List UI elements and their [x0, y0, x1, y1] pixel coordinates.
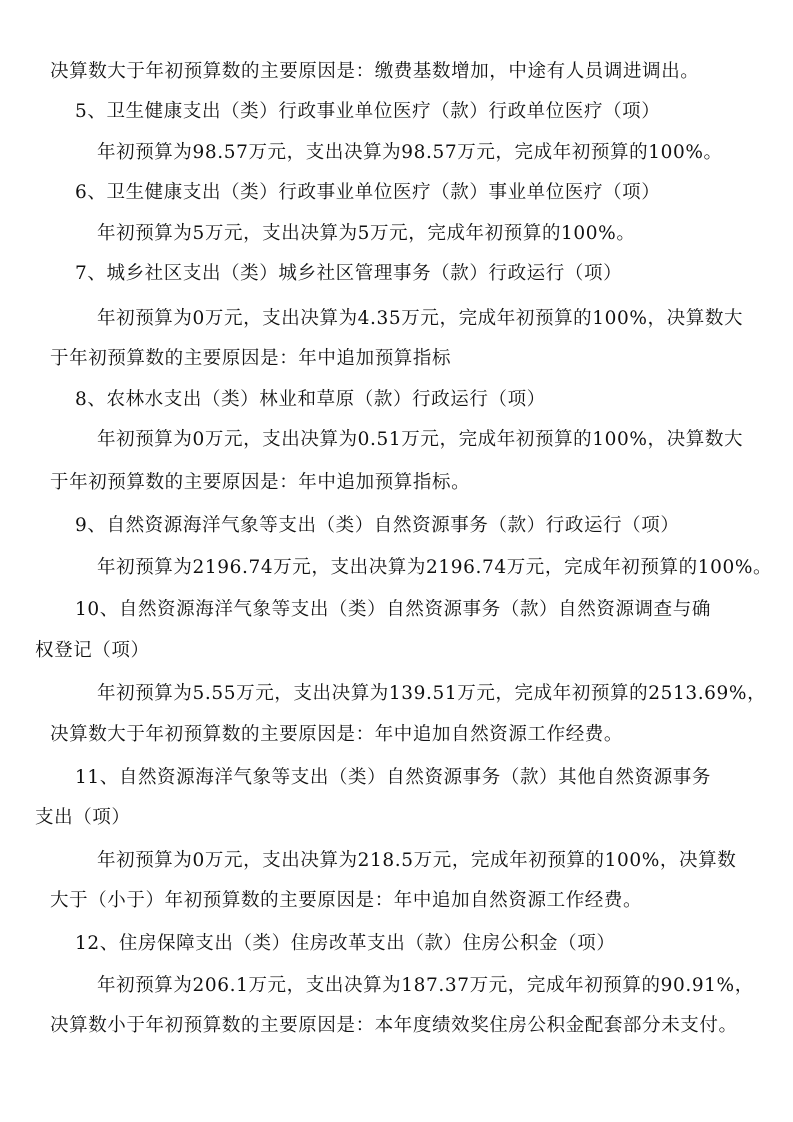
body-text-line: 决算数大于年初预算数的主要原因是：缴费基数增加，中途有人员调进调出。	[50, 61, 700, 82]
section-heading-12: 12、住房保障支出（类）住房改革支出（款）住房公积金（项）	[75, 933, 616, 954]
section-heading-11-cont: 支出（项）	[35, 807, 131, 828]
body-text-line: 决算数大于年初预算数的主要原因是：年中追加自然资源工作经费。	[50, 724, 624, 745]
body-text-line: 决算数小于年初预算数的主要原因是：本年度绩效奖住房公积金配套部分未支付。	[50, 1015, 738, 1036]
section-heading-11: 11、自然资源海洋气象等支出（类）自然资源事务（款）其他自然资源事务	[75, 767, 711, 788]
section-heading-9: 9、自然资源海洋气象等支出（类）自然资源事务（款）行政运行（项）	[75, 515, 680, 536]
section-heading-6: 6、卫生健康支出（类）行政事业单位医疗（款）事业单位医疗（项）	[75, 182, 661, 203]
body-text-line: 于年初预算数的主要原因是：年中追加预算指标。	[50, 472, 471, 493]
body-text-line: 年初预算为5万元，支出决算为5万元，完成年初预算的100%。	[97, 223, 636, 244]
body-text-line: 年初预算为2196.74万元，支出决算为2196.74万元，完成年初预算的100%。	[97, 557, 773, 578]
body-text-line: 于年初预算数的主要原因是：年中追加预算指标	[50, 348, 452, 369]
body-text-line: 年初预算为98.57万元，支出决算为98.57万元，完成年初预算的100%。	[97, 142, 723, 163]
body-text-line: 年初预算为0万元，支出决算为4.35万元，完成年初预算的100%，决算数大	[97, 308, 744, 329]
body-text-line: 年初预算为5.55万元，支出决算为139.51万元，完成年初预算的2513.69%，	[97, 683, 767, 704]
body-text-line: 大于（小于）年初预算数的主要原因是：年中追加自然资源工作经费。	[50, 890, 643, 911]
section-heading-5: 5、卫生健康支出（类）行政事业单位医疗（款）行政单位医疗（项）	[75, 101, 661, 122]
section-heading-8: 8、农林水支出（类）林业和草原（款）行政运行（项）	[75, 389, 546, 410]
section-heading-10-cont: 权登记（项）	[35, 640, 150, 661]
body-text-line: 年初预算为0万元，支出决算为0.51万元，完成年初预算的100%，决算数大	[97, 429, 744, 450]
body-text-line: 年初预算为0万元，支出决算为218.5万元，完成年初预算的100%，决算数	[97, 850, 737, 871]
section-heading-10: 10、自然资源海洋气象等支出（类）自然资源事务（款）自然资源调查与确	[75, 599, 711, 620]
section-heading-7: 7、城乡社区支出（类）城乡社区管理事务（款）行政运行（项）	[75, 263, 623, 284]
body-text-line: 年初预算为206.1万元，支出决算为187.37万元，完成年初预算的90.91%，	[97, 975, 754, 996]
